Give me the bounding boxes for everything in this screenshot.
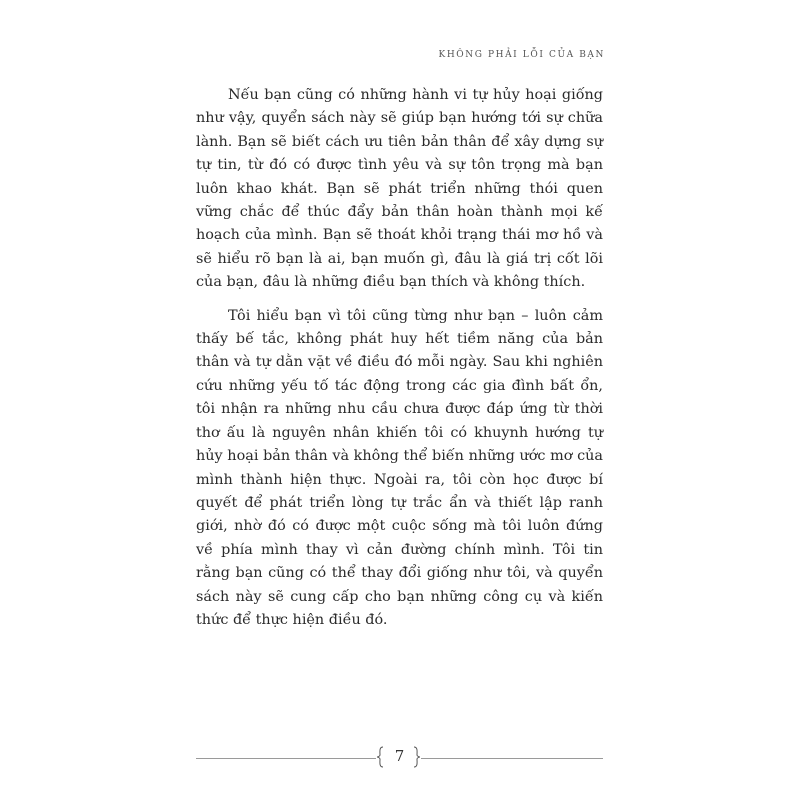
right-brace-icon: [413, 746, 421, 768]
footer-rule-right: [421, 758, 603, 759]
body-text: [196, 84, 603, 642]
paragraph-2: Tôi hiểu bạn vì tôi cũng từng như bạn – luôn cảm thấy bế tắc, không phát huy hết tiềm năng của bản thân và tự dằn vặt về điều đó mỗi ngày. Sau khi nghiên cứu những yếu tố tác động trong các gia đình bất ổn, tôi nhận ra những nhu cầu chưa được đáp ứng từ thời thơ ấu là nguyên nhân khiến tôi có khuynh hướng tự hủy hoại bản thân và không thể biến những ước mơ của mình thành hiện thực. Ngoài ra, tôi còn học được bí quyết để phát triển lòng tự trắc ẩn và thiết lập ranh giới, nhờ đó có được một cuộc sống mà tôi luôn đứng về phía mình thay vì cản đường chính mình. Tôi tin rằng bạn cũng có thể thay đổi giống như tôi, và quyển sách này sẽ cung cấp cho bạn những công cụ và kiến thức để thực hiện điều đó.: [196, 307, 603, 628]
left-brace-icon: [376, 746, 384, 768]
paragraph-1: Nếu bạn cũng có những hành vi tự hủy hoại giống như vậy, quyển sách này sẽ giúp bạn hướng tới sự chữa lành. Bạn sẽ biết cách ưu tiên bản thân để xây dựng sự tự tin, từ đó có được tình yêu và sự tôn trọng mà bạn luôn khao khát. Bạn sẽ phát triển những thói quen vững chắc để thúc đẩy bản thân hoàn thành mọi kế hoạch của mình. Bạn sẽ thoát khỏi trạng thái mơ hồ và sẽ hiểu rõ bạn là ai, bạn muốn gì, đâu là giá trị cốt lõi của bạn, đâu là những điều bạn thích và không thích.: [196, 87, 603, 291]
page-number: 7: [394, 747, 405, 765]
running-header: KHÔNG PHẢI LỖI CỦA BẠN: [438, 50, 605, 60]
page-footer: [196, 744, 603, 774]
footer-rule-left: [196, 758, 376, 759]
